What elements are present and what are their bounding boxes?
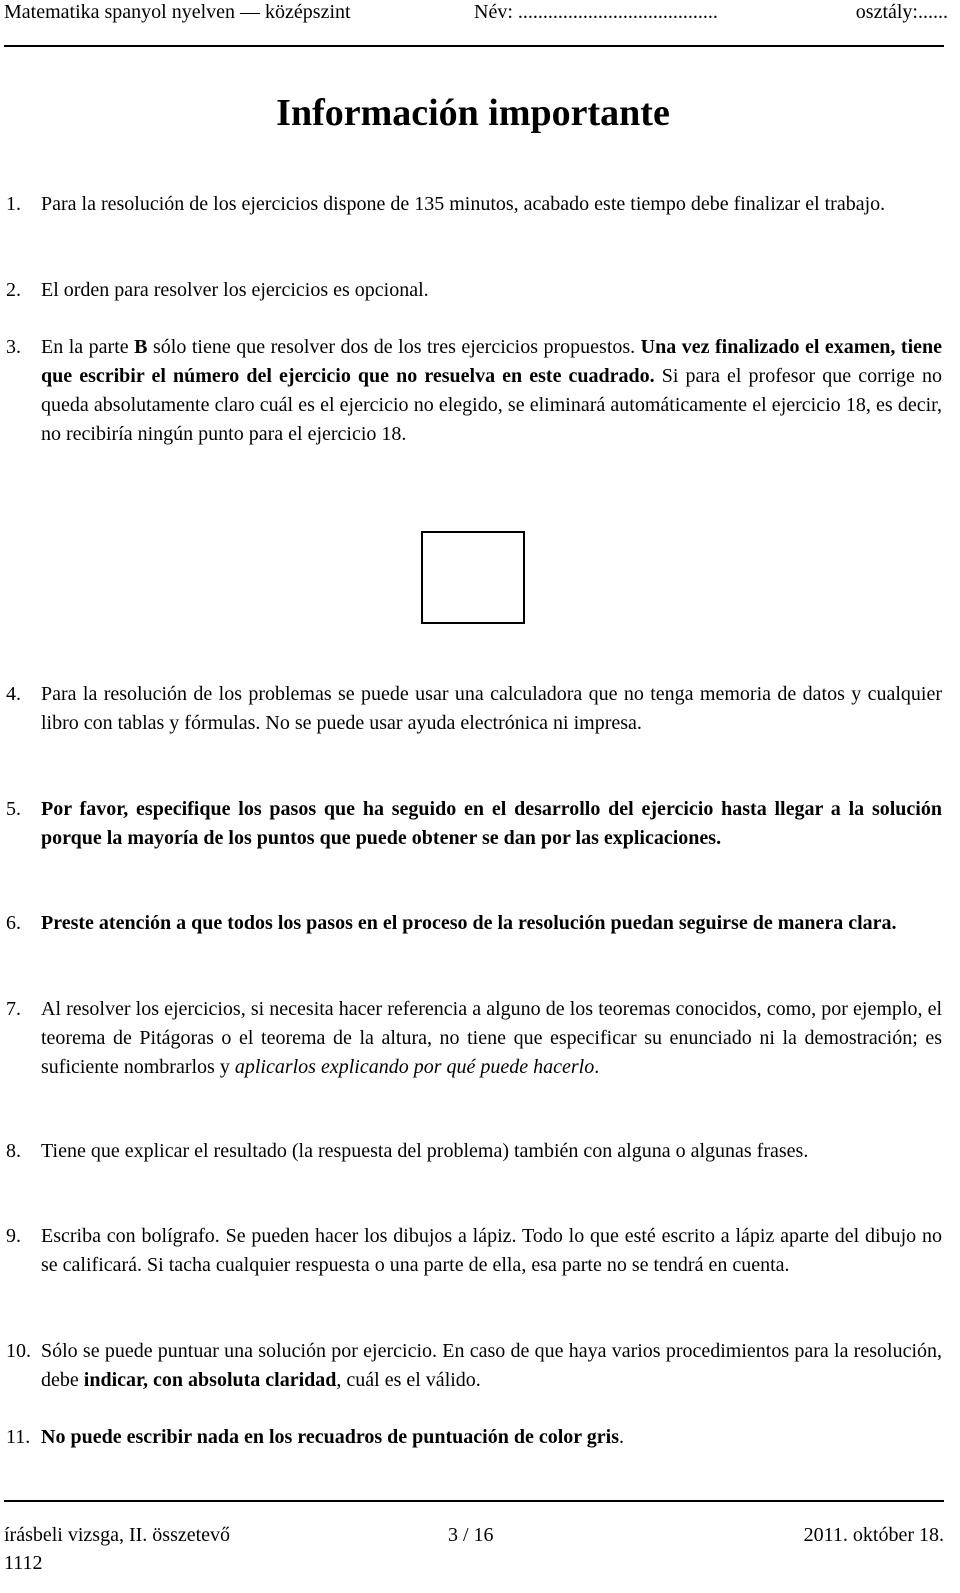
item-emphasis: No puede escribir nada en los recuadros de puntuación de color gris: [41, 1426, 620, 1448]
instruction-item-1: [6, 190, 942, 219]
instruction-item-8: [6, 1137, 942, 1166]
instruction-item-11: [6, 1423, 942, 1452]
exam-date: 2011. október 18.: [803, 1524, 944, 1546]
part-b-label: B: [134, 336, 148, 358]
page-header: [4, 0, 948, 28]
instruction-item-4: [6, 680, 942, 738]
instruction-item-2: [6, 276, 942, 305]
item-text-part: Si para el profesor que corrige no queda absolutamente claro cuál es el ejercicio no elegido, se eliminará automáticamente el ejercicio 18, es decir, no recibiría ningún punto para el ejercicio 18.: [41, 365, 942, 445]
instruction-item-6: [6, 909, 942, 938]
item-number: 7.: [6, 998, 21, 1020]
instruction-item-7: [6, 995, 942, 1082]
item-text-part: Sólo se puede puntuar una solución por ejercicio. En caso de que haya varios procedimientos para la resolución, debe: [41, 1340, 942, 1391]
footer-exam-label: írásbeli vizsga, II. összetevő: [4, 1524, 231, 1546]
page-title: Información importante: [276, 92, 670, 134]
header-divider: [4, 45, 944, 47]
item-text-part: En la parte: [41, 336, 135, 358]
item-text: [41, 1337, 942, 1395]
instruction-item-5: [6, 795, 942, 853]
item-italic: aplicarlos explicando por qué puede hacerlo: [234, 1056, 595, 1078]
item-number: 5.: [6, 798, 21, 820]
item-number: 8.: [6, 1140, 21, 1162]
item-text: Para la resolución de los ejercicios dispone de 135 minutos, acabado este tiempo debe finalizar el trabajo.: [41, 193, 886, 215]
item-text: Por favor, especifique los pasos que ha seguido en el desarrollo del ejercicio hasta llegar a la solución porque la mayoría de los puntos que puede obtener se dan por las explicaciones.: [41, 798, 942, 849]
item-text: Para la resolución de los problemas se puede usar una calculadora que no tenga memoria de datos y cualquier libro con tablas y fórmulas. No se puede usar ayuda electrónica ni impresa.: [41, 683, 942, 734]
item-text: [41, 1423, 942, 1452]
item-text: [41, 333, 942, 449]
item-text: El orden para resolver los ejercicios es opcional.: [41, 279, 429, 301]
item-text: [41, 995, 942, 1082]
item-number: 10.: [6, 1340, 31, 1362]
excluded-exercise-box[interactable]: [421, 531, 525, 624]
item-number: 6.: [6, 912, 21, 934]
item-number: 4.: [6, 683, 21, 705]
instruction-item-10: [6, 1337, 942, 1395]
header-subject: Matematika spanyol nyelven — középszint: [4, 1, 351, 23]
item-text-part: .: [619, 1426, 625, 1448]
instruction-item-3: [6, 333, 942, 449]
item-text-part: sólo tiene que resolver dos de los tres ejercicios propuestos.: [147, 336, 641, 358]
item-emphasis: Una vez finalizado el examen, tiene que escribir el número del ejercicio que no resuelva en este cuadrado.: [41, 336, 943, 387]
item-text-part: Al resolver los ejercicios, si necesita hacer referencia a alguno de los teoremas conocidos, como, por ejemplo, el teorema de Pitágoras o el teorema de la altura, no tiene que especificar su enunciado ni la demostración; es suficiente nombrarlos y: [41, 998, 942, 1078]
item-number: 9.: [6, 1225, 21, 1247]
exam-code: 1112: [4, 1552, 43, 1574]
item-emphasis: indicar, con absoluta claridad: [83, 1369, 337, 1391]
footer-divider: [4, 1500, 944, 1502]
instruction-item-9: [6, 1222, 942, 1280]
item-text: Preste atención a que todos los pasos en el proceso de la resolución puedan seguirse de manera clara.: [41, 912, 897, 934]
page-number: 3 / 16: [448, 1524, 494, 1546]
item-text: Escriba con bolígrafo. Se pueden hacer los dibujos a lápiz. Todo lo que esté escrito a lápiz aparte del dibujo no se calificará. Si tacha cualquier respuesta o una parte de ella, esa parte no se tendrá en cuenta.: [41, 1225, 942, 1276]
header-name-field: Név: ........................................: [474, 1, 718, 23]
item-number: 1.: [6, 193, 21, 215]
item-text: Tiene que explicar el resultado (la respuesta del problema) también con alguna o algunas frases.: [41, 1140, 809, 1162]
header-class-field: osztály:......: [855, 1, 948, 23]
item-text-part: .: [594, 1056, 600, 1078]
item-number: 11.: [6, 1426, 31, 1448]
item-number: 3.: [6, 336, 21, 358]
item-text-part: , cuál es el válido.: [336, 1369, 481, 1391]
item-number: 2.: [6, 279, 21, 301]
